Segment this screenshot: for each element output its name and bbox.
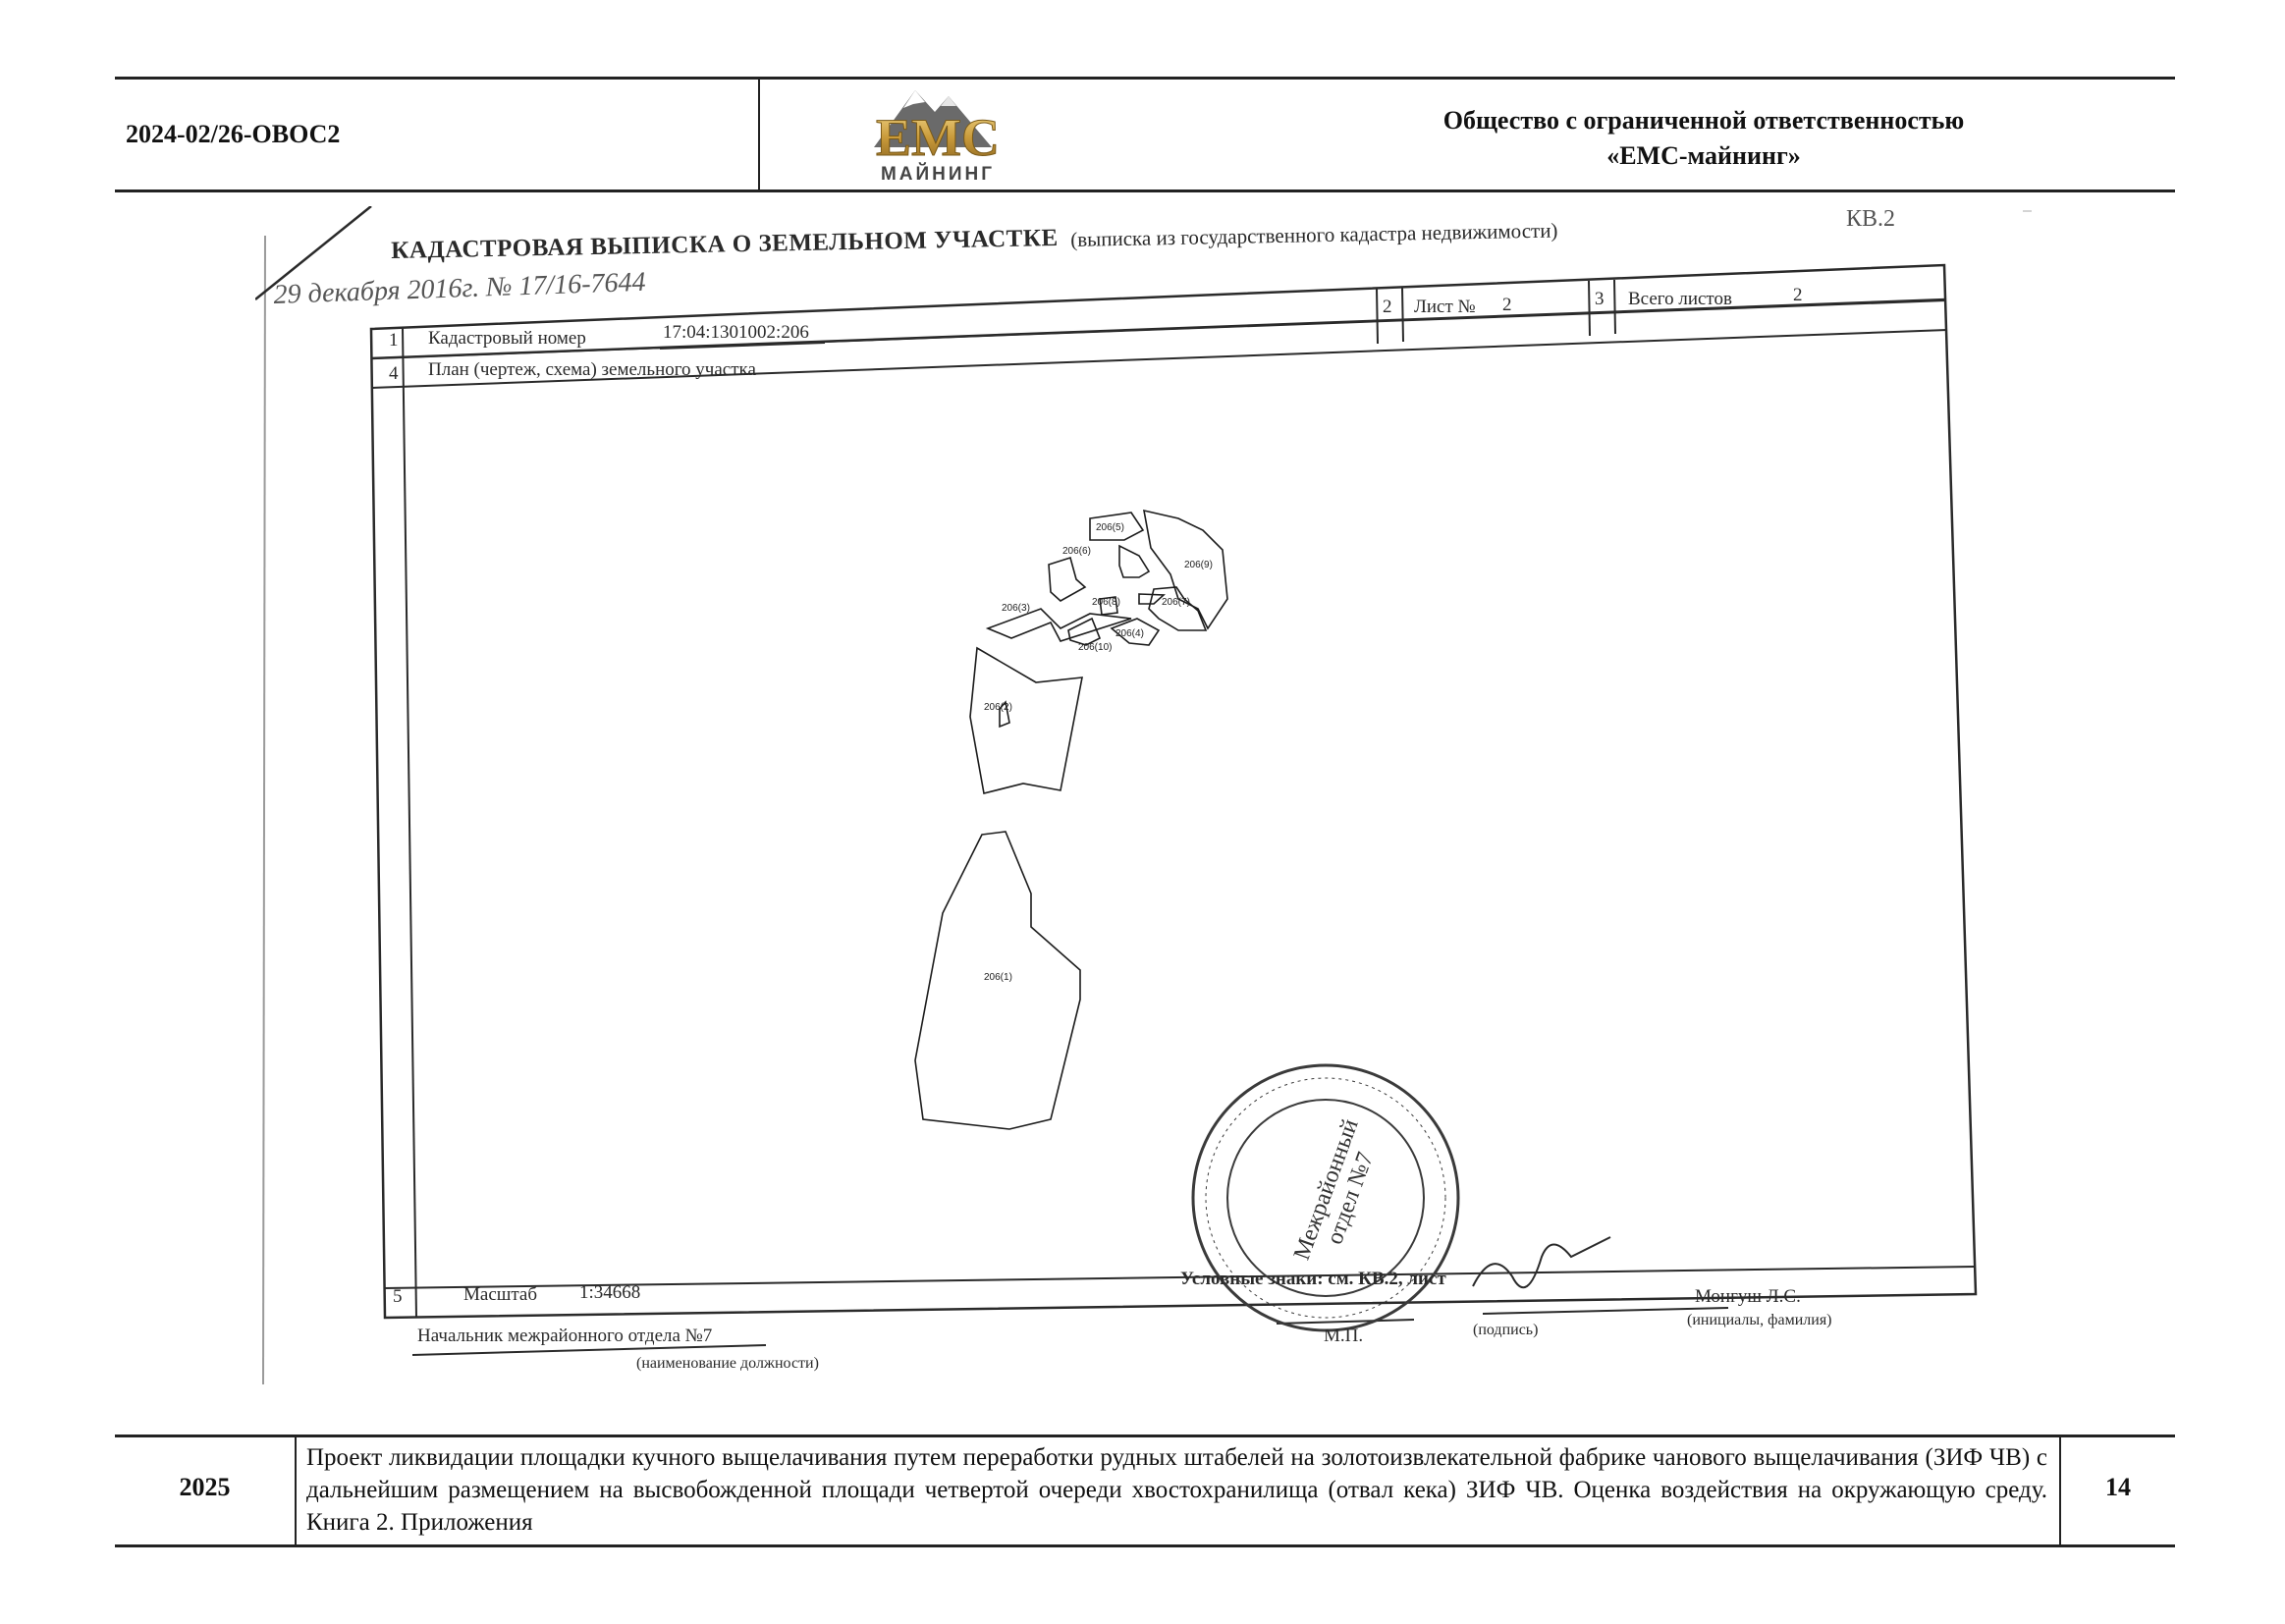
cell-2-number: 2 (1383, 297, 1392, 317)
scale-value: 1:34668 (579, 1282, 641, 1303)
footer-top-rule (115, 1435, 2175, 1437)
position-title: Начальник межрайонного отдела №7 (417, 1326, 713, 1346)
cadastral-number-label: Кадастровый номер (428, 328, 586, 349)
scanned-cadastral-extract (255, 206, 2033, 1389)
signature-mark (1473, 1237, 1610, 1287)
logo-word: МАЙНИНГ (880, 164, 996, 185)
company-logo (854, 79, 1021, 189)
parcel-label: 206(7) (1162, 597, 1190, 608)
seal-mark: М.П. (1324, 1326, 1364, 1346)
parcel-label: 206(4) (1115, 628, 1144, 639)
extract-title: КАДАСТРОВАЯ ВЫПИСКА О ЗЕМЕЛЬНОМ УЧАСТКЕ (391, 224, 1059, 264)
header-bottom-rule (115, 189, 2175, 192)
project-title: Проект ликвидации площадки кучного выщелачивания путем переработки рудных штабелей на золотоизвлекательной фабрике чанового выщелачивания (ЗИФ ЧВ) с дальнейшим размещением на высвобожденной площади четвертой очереди хвостохранилища (отвал кека) ЗИФ ЧВ. Оценка воздействия на окружающую среду. Книга 2. Приложения (306, 1444, 2047, 1536)
row-4-number: 4 (389, 363, 399, 384)
form-code: КВ.2 (1846, 206, 1896, 232)
row-1-number: 1 (389, 330, 399, 351)
document-code: 2024-02/26-ОВОС2 (126, 120, 341, 148)
plan-label: План (чертеж, схема) земельного участка (428, 359, 756, 380)
parcel-label: 206(1) (984, 972, 1012, 983)
position-caption: (наименование должности) (636, 1355, 819, 1372)
parcel-label: 206(5) (1096, 522, 1124, 533)
parcel-label: 206(10) (1078, 642, 1113, 653)
sheet-label: Лист № (1414, 297, 1476, 317)
total-sheets-value: 2 (1793, 285, 1803, 305)
header-divider (758, 79, 760, 190)
sheet-value: 2 (1502, 295, 1512, 315)
footer-bottom-rule (115, 1544, 2175, 1547)
header-top-rule (115, 77, 2175, 80)
parcel-label: 206(9) (1184, 560, 1213, 570)
extract-form-frame (255, 206, 2033, 1389)
row-5-number: 5 (393, 1286, 403, 1307)
parcel-label: 206(8) (1092, 597, 1120, 608)
scale-label: Масштаб (463, 1284, 538, 1305)
signature-caption: (подпись) (1473, 1322, 1539, 1338)
company-name-line2: «ЕМС-майнинг» (1606, 141, 1801, 170)
cell-3-number: 3 (1595, 289, 1605, 309)
company-name (1213, 103, 2195, 174)
handwritten-date: 29 декабря 2016г. № 17/16-7644 (273, 266, 646, 310)
signer-name: Монгуш Л.С. (1695, 1286, 1801, 1307)
signer-caption: (инициалы, фамилия) (1687, 1312, 1832, 1328)
parcel-label: 206(3) (1002, 603, 1030, 614)
company-name-line1: Общество с ограниченной ответственностью (1442, 106, 1965, 135)
cadastral-number-value: 17:04:1301002:206 (663, 322, 809, 343)
parcel-label: 206(2) (984, 702, 1012, 713)
total-sheets-label: Всего листов (1628, 289, 1732, 309)
stamp-text: Межрайонный отдел №7 (1288, 1115, 1380, 1264)
legend-label: Условные знаки: см. КВ.2, лист (1180, 1269, 1446, 1289)
footer-year: 2025 (179, 1473, 231, 1501)
parcel-label: 206(6) (1062, 546, 1091, 557)
logo-letters: ЕМС (876, 108, 1000, 167)
footer-divider-left (295, 1435, 297, 1546)
page-number: 14 (2105, 1473, 2131, 1501)
extract-subtitle: (выписка из государственного кадастра недвижимости) (1070, 218, 1558, 251)
